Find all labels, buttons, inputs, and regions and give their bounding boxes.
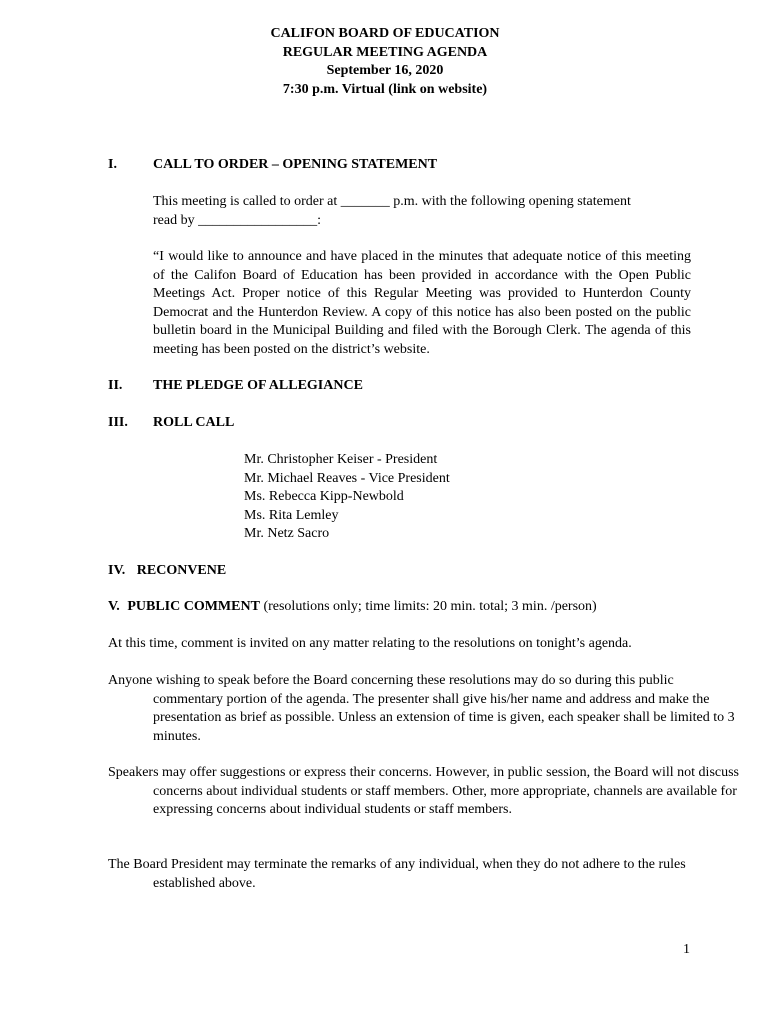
- section-public-comment-heading: [108, 598, 597, 617]
- public-comment-limits: (resolutions only; time limits: 20 min. total; 3 min. /person): [259, 599, 597, 614]
- section-title: RECONVENE: [136, 563, 227, 578]
- section-title: PUBLIC COMMENT: [127, 599, 260, 614]
- page-number: 1: [683, 942, 690, 957]
- roll-call-member: Mr. Netz Sacro: [244, 526, 330, 541]
- section-title: THE PLEDGE OF ALLEGIANCE: [153, 378, 363, 393]
- read-by-text: read by _________________:: [153, 212, 321, 228]
- header-meeting-type: REGULAR MEETING AGENDA: [282, 44, 488, 60]
- opening-statement: “I would like to announce and have placed in the minutes that adequate notice of this meeting of the Califon Board of Education has been provided in accordance with the Open Public Meetings Act. Proper notice of this Regular Meeting was provided to Hunterdon County Democrat and the Hunterdon Review. A copy of this notice has also been posted on the public bulletin board in the Municipal Building and filed with the Borough Clerk. The agenda of this meeting has been posted on the district’s website.: [153, 249, 691, 357]
- header-board-name: CALIFON BOARD OF EDUCATION: [270, 26, 500, 41]
- section-reconvene-heading: [108, 562, 226, 581]
- public-comment-invitation: At this time, comment is invited on any matter relating to the resolutions on tonight’s agenda.: [108, 636, 632, 651]
- call-to-order-text: This meeting is called to order at _______ p.m. with the following opening statement: [153, 194, 631, 209]
- roll-call-list: [244, 451, 450, 544]
- section-number: IV.: [108, 563, 126, 578]
- section-number: II.: [108, 378, 123, 393]
- section-title: CALL TO ORDER – OPENING STATEMENT: [153, 157, 438, 172]
- section-number: V.: [108, 599, 120, 614]
- document-header: [0, 25, 770, 99]
- roll-call-member: Ms. Rita Lemley: [244, 507, 339, 523]
- section-number: I.: [108, 157, 117, 172]
- section-title: ROLL CALL: [153, 415, 235, 430]
- public-comment-speaker-rules: Anyone wishing to speak before the Board concerning these resolutions may do so during this public commentary portion of the agenda. The presenter shall give his/her name and address and make the presentation as brief as possible. Unless an extension of time is given, each speaker shall be limited to 3 minutes.: [108, 673, 735, 744]
- public-comment-termination: The Board President may terminate the remarks of any individual, when they do not adhere to the rules established above.: [108, 857, 686, 891]
- roll-call-member: Mr. Michael Reaves - Vice President: [244, 470, 450, 486]
- public-comment-concerns: Speakers may offer suggestions or express their concerns. However, in public session, the Board will not discuss concerns about individual students or staff members. Other, more appropriate, channels are available for expressing concerns about individual students or staff members.: [108, 765, 739, 817]
- section-number: III.: [108, 415, 128, 430]
- header-date: September 16, 2020: [326, 63, 444, 78]
- call-to-order-line: [153, 193, 691, 230]
- roll-call-member: Mr. Christopher Keiser - President: [244, 452, 438, 467]
- roll-call-member: Ms. Rebecca Kipp-Newbold: [244, 489, 404, 504]
- header-time: 7:30 p.m. Virtual (link on website): [282, 81, 488, 97]
